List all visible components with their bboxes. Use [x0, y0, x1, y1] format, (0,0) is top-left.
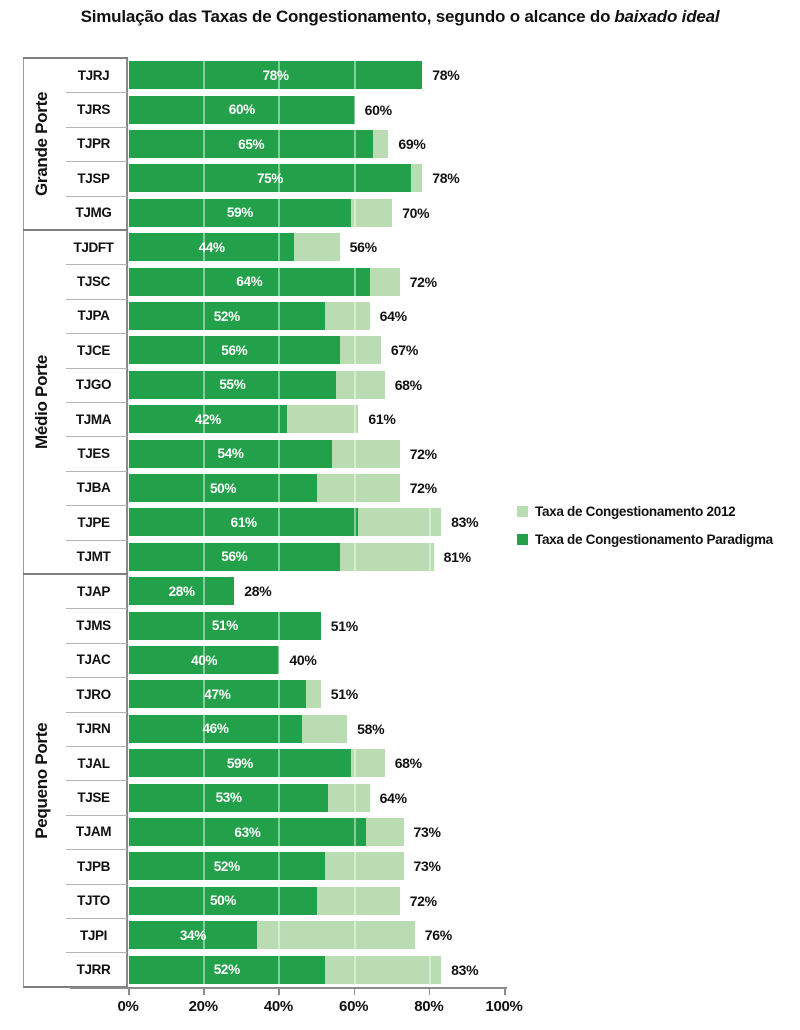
bar-row-tjba	[129, 474, 507, 502]
group-label-pequeno-porte: Pequeno Porte	[32, 722, 51, 839]
group-separator-line	[23, 573, 128, 575]
category-separator-line	[66, 540, 127, 541]
category-separator-line	[66, 333, 127, 334]
bar-row-tjmt	[129, 543, 507, 571]
category-separator-line	[66, 884, 127, 885]
bar-value-2012-tjrs: 60%	[364, 101, 392, 118]
category-label-tjce: TJCE	[77, 342, 110, 358]
x-axis-tick	[354, 987, 356, 995]
bar-value-paradigma-tjrs: 60%	[228, 102, 255, 118]
bar-value-2012-tjgo: 68%	[394, 376, 422, 393]
bar-value-2012-tjrr: 83%	[451, 961, 479, 978]
bar-value-2012-tjpe: 83%	[451, 514, 479, 531]
category-separator-line	[66, 436, 127, 437]
category-separator-line	[66, 402, 127, 403]
bar-row-tjap	[129, 577, 507, 605]
category-separator-line	[66, 299, 127, 300]
bar-value-2012-tjrj: 78%	[432, 67, 460, 84]
x-tick-label-80: 80%	[414, 997, 444, 1015]
category-label-tjpr: TJPR	[77, 136, 110, 152]
x-axis-tick	[203, 987, 205, 995]
bar-value-paradigma-tjse: 53%	[215, 790, 242, 806]
bar-row-tjpe	[129, 508, 507, 536]
bar-value-paradigma-tjdft: 44%	[198, 239, 225, 255]
bar-value-paradigma-tjto: 50%	[209, 893, 237, 909]
category-separator-line	[66, 505, 127, 506]
category-separator-line	[66, 92, 127, 93]
legend	[517, 504, 773, 560]
category-label-tjma: TJMA	[75, 411, 112, 427]
category-label-tjrr: TJRR	[76, 962, 111, 978]
bar-value-paradigma-tjac: 40%	[191, 652, 218, 668]
bar-value-2012-tjal: 68%	[394, 755, 422, 772]
category-separator-line	[66, 677, 127, 678]
category-separator-line	[66, 161, 127, 162]
category-label-tjse: TJSE	[77, 790, 110, 806]
bar-value-2012-tjrn: 58%	[357, 720, 385, 737]
category-separator-line	[66, 608, 127, 609]
bar-row-tjes	[129, 440, 507, 468]
bar-value-2012-tjma: 61%	[368, 411, 396, 428]
bar-row-tjpb	[129, 852, 507, 880]
bar-row-tjrn	[129, 715, 507, 743]
bar-value-2012-tjpb: 73%	[413, 858, 441, 875]
bar-row-tjal	[129, 749, 507, 777]
bar-row-tjdft	[129, 233, 507, 261]
category-label-tjms: TJMS	[76, 618, 111, 634]
x-tick-label-100: 100%	[485, 997, 523, 1015]
bar-row-tjsp	[129, 164, 507, 192]
bar-row-tjce	[129, 336, 507, 364]
bar-row-tjro	[129, 680, 507, 708]
bar-row-tjpi	[129, 921, 507, 949]
bar-value-2012-tjsp: 78%	[432, 170, 460, 187]
x-axis-tick	[128, 987, 130, 995]
category-label-tjal: TJAL	[77, 755, 110, 771]
group-label-médio-porte: Médio Porte	[32, 355, 51, 449]
category-label-tjro: TJRO	[76, 686, 111, 702]
category-separator-line	[66, 471, 127, 472]
bar-value-paradigma-tjmg: 59%	[226, 205, 253, 221]
bar-row-tjma	[129, 405, 507, 433]
category-label-tjto: TJTO	[77, 893, 110, 909]
x-axis-tick	[429, 987, 431, 995]
category-separator-line	[66, 815, 127, 816]
bar-row-tjpr	[129, 130, 507, 158]
bar-value-2012-tjdft: 56%	[349, 239, 377, 256]
bar-value-2012-tjmg: 70%	[402, 204, 430, 221]
bar-value-2012-tjes: 72%	[409, 445, 437, 462]
legend-item-2012	[517, 504, 773, 519]
bar-row-tjto	[129, 887, 507, 915]
category-label-tjes: TJES	[77, 446, 110, 462]
x-axis-line	[70, 987, 507, 989]
category-separator-line	[66, 712, 127, 713]
bar-row-tjrj	[129, 61, 507, 89]
bar-row-tjrr	[129, 956, 507, 984]
category-label-tjgo: TJGO	[75, 377, 112, 393]
category-separator-line	[66, 746, 127, 747]
x-axis-tick	[278, 987, 280, 995]
category-separator-line	[66, 196, 127, 197]
bar-value-paradigma-tjsp: 75%	[256, 170, 284, 186]
bar-value-2012-tjro: 51%	[330, 686, 358, 703]
category-separator-line	[66, 264, 127, 265]
bar-value-paradigma-tjrr: 52%	[213, 962, 240, 978]
category-label-tjsp: TJSP	[77, 170, 110, 186]
category-separator-line	[66, 849, 127, 850]
bar-row-tjmg	[129, 199, 507, 227]
bar-value-2012-tjsc: 72%	[409, 273, 437, 290]
category-separator-line	[66, 918, 127, 919]
bar-value-paradigma-tjpa: 52%	[213, 308, 240, 324]
bar-value-paradigma-tjes: 54%	[217, 446, 244, 462]
category-label-tjam: TJAM	[75, 824, 112, 840]
bar-value-paradigma-tjma: 42%	[194, 411, 221, 427]
category-label-tjpi: TJPI	[80, 927, 107, 943]
bar-row-tjpa	[129, 302, 507, 330]
legend-label: Taxa de Congestionamento 2012	[535, 504, 736, 519]
bar-value-2012-tjba: 72%	[409, 480, 437, 496]
bar-value-paradigma-tjgo: 55%	[219, 377, 246, 393]
group-separator-line	[23, 57, 128, 59]
bar-row-tjgo	[129, 371, 507, 399]
category-label-tjrj: TJRJ	[77, 67, 110, 83]
category-label-tjpb: TJPB	[77, 858, 110, 874]
category-separator-line	[66, 952, 127, 953]
category-label-tjmg: TJMG	[75, 205, 112, 221]
bar-value-2012-tjap: 28%	[244, 583, 272, 600]
category-label-tjrs: TJRS	[77, 102, 110, 118]
category-label-tjap: TJAP	[77, 583, 110, 599]
bar-row-tjac	[129, 646, 507, 674]
group-separator-line	[23, 229, 128, 231]
bar-value-2012-tjms: 51%	[330, 617, 358, 634]
bar-value-2012-tjpa: 64%	[379, 308, 407, 324]
chart-title-emphasis: baixado ideal	[614, 7, 720, 26]
bar-value-2012-tjam: 73%	[413, 824, 441, 840]
bar-value-paradigma-tjrj: 78%	[262, 67, 289, 83]
bar-value-paradigma-tjpi: 34%	[179, 927, 206, 943]
category-label-tjmt: TJMT	[76, 549, 111, 565]
bar-value-2012-tjse: 64%	[379, 789, 407, 806]
bar-value-2012-tjac: 40%	[289, 652, 317, 668]
x-axis-tick	[504, 987, 506, 995]
bar-value-paradigma-tjam: 63%	[234, 824, 261, 840]
bar-value-paradigma-tjpb: 52%	[213, 858, 240, 874]
group-label-grande-porte: Grande Porte	[32, 91, 51, 197]
x-tick-label-40: 40%	[263, 997, 293, 1015]
x-tick-label-60: 60%	[339, 997, 369, 1015]
bar-value-paradigma-tjba: 50%	[209, 480, 237, 496]
bar-row-tjms	[129, 612, 507, 640]
category-separator-line	[66, 780, 127, 781]
bar-value-2012-tjpr: 69%	[398, 136, 426, 152]
category-separator-line	[66, 368, 127, 369]
bar-value-paradigma-tjro: 47%	[204, 686, 231, 702]
bar-value-2012-tjpi: 76%	[424, 927, 452, 944]
x-tick-label-0: 0%	[117, 997, 139, 1015]
category-label-tjba: TJBA	[76, 480, 111, 496]
category-label-tjrn: TJRN	[76, 721, 111, 737]
category-label-tjdft: TJDFT	[73, 239, 114, 255]
bar-value-paradigma-tjpr: 65%	[238, 136, 265, 152]
bar-value-paradigma-tjrn: 46%	[202, 721, 229, 737]
bar-value-paradigma-tjpe: 61%	[230, 514, 257, 530]
category-separator-line	[66, 127, 127, 128]
bar-value-paradigma-tjal: 59%	[226, 755, 253, 771]
chart-title-main: Simulação das Taxas de Congestionamento, segundo o alcance do	[80, 7, 611, 26]
legend-label: Taxa de Congestionamento Paradigma	[535, 532, 773, 547]
bar-row-tjsc	[129, 268, 507, 296]
category-label-tjpa: TJPA	[77, 308, 110, 324]
bar-value-paradigma-tjmt: 56%	[221, 549, 248, 565]
bar-value-2012-tjce: 67%	[390, 342, 419, 359]
bar-value-2012-tjto: 72%	[409, 892, 437, 909]
bar-value-paradigma-tjap: 28%	[168, 583, 195, 599]
bar-value-2012-tjmt: 81%	[443, 548, 471, 565]
plot-gridline	[429, 58, 431, 987]
legend-swatch-paradigma	[517, 534, 528, 545]
bar-value-paradigma-tjce: 56%	[221, 342, 248, 358]
category-label-tjpe: TJPE	[77, 514, 110, 530]
legend-swatch-2012	[517, 506, 528, 517]
category-label-tjac: TJAC	[76, 652, 111, 668]
bar-value-paradigma-tjms: 51%	[211, 618, 238, 634]
bar-value-paradigma-tjsc: 64%	[236, 274, 263, 290]
bar-row-tjam	[129, 818, 507, 846]
category-label-tjsc: TJSC	[77, 274, 110, 290]
x-tick-label-20: 20%	[188, 997, 218, 1015]
legend-item-paradigma	[517, 532, 773, 547]
bar-row-tjrs	[129, 96, 507, 124]
category-separator-line	[66, 643, 127, 644]
bar-row-tjse	[129, 784, 507, 812]
